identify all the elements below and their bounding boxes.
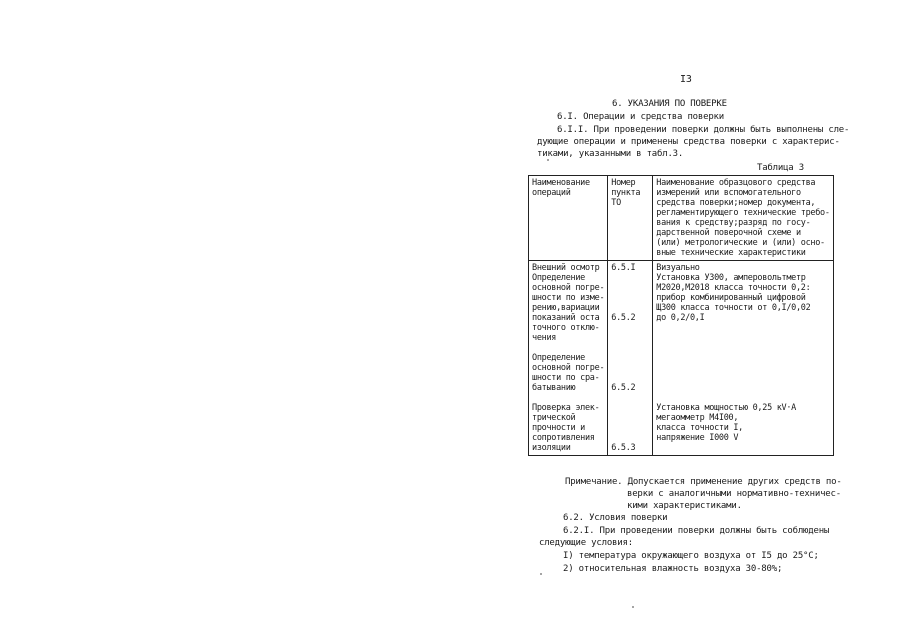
note-line: Примечание. Допускается применение других средств по-: [565, 477, 842, 487]
cell-line: 6.5.I: [611, 263, 636, 273]
cell-line: мегаомметр М4I00,: [656, 413, 739, 423]
table-row: [529, 261, 834, 456]
cell-line: показаний оста: [532, 313, 600, 323]
cell-line: [656, 383, 829, 393]
header-text: операций: [532, 188, 571, 198]
cell-line: [611, 323, 649, 333]
cell-line: [611, 373, 649, 383]
scan-speck: [632, 606, 634, 608]
paragraph-line: следующие условия:: [539, 538, 633, 548]
instruments-cell: [653, 261, 833, 456]
cell-line: Визуально: [656, 263, 700, 273]
header-text: Номер: [611, 178, 636, 188]
cell-line: 6.5.3: [611, 443, 636, 453]
header-text: вные технические характеристики: [656, 248, 806, 258]
cell-line: напряжение I000 V: [656, 433, 739, 443]
paragraph-line: дующие операции и применены средства поверки с характерис-: [537, 137, 840, 147]
operations-table: [528, 175, 834, 456]
cell-line: [611, 343, 649, 353]
cell-line: [656, 393, 829, 403]
scan-speck: [547, 159, 549, 161]
cell-line: [611, 423, 649, 433]
cell-line: [656, 373, 829, 383]
cell-line: Установка мощностью 0,25 кV·А: [656, 403, 796, 413]
cell-line: Щ300 класса точности от 0,I/0,02: [656, 303, 811, 313]
cell-line: [656, 333, 829, 343]
cell-line: основной погре-: [532, 283, 605, 293]
operations-cell: [529, 261, 608, 456]
header-operations: [529, 176, 608, 261]
header-text: средства поверки;номер документа,: [656, 198, 816, 208]
clause-cell: [608, 261, 653, 456]
cell-line: изоляции: [532, 443, 571, 453]
cell-line: рению,вариации: [532, 303, 600, 313]
list-item: I) температура окружающего воздуха от I5 до 25°С;: [563, 551, 819, 561]
cell-line: сопротивления: [532, 433, 595, 443]
note-line: верки с аналогичными нормативно-техничес-: [627, 489, 841, 499]
cell-line: до 0,2/0,I: [656, 313, 705, 323]
table-caption: Таблица 3: [757, 163, 804, 173]
cell-line: [532, 393, 604, 403]
cell-line: класса точности I,: [656, 423, 743, 433]
paragraph-line: 6.2.I. При проведении поверки должны быть соблюдены: [563, 526, 830, 536]
header-clause: [608, 176, 653, 261]
cell-line: трической: [532, 413, 576, 423]
cell-line: батыванию: [532, 383, 576, 393]
cell-line: Установка У300, амперовольтметр: [656, 273, 806, 283]
scan-speck: [540, 573, 542, 575]
header-text: дарственной поверочной схеме и: [656, 228, 801, 238]
cell-line: [611, 393, 649, 403]
cell-line: шности по сра-: [532, 373, 600, 383]
cell-line: [611, 403, 649, 413]
cell-line: [532, 343, 604, 353]
cell-line: чения: [532, 333, 557, 343]
cell-line: [611, 433, 649, 443]
list-item: 2) относительная влажность воздуха 30-80%;: [563, 564, 783, 574]
cell-line: Определение: [532, 273, 585, 283]
cell-line: [656, 343, 829, 353]
cell-line: [656, 323, 829, 333]
header-text: Наименование: [532, 178, 590, 188]
cell-line: Проверка элек-: [532, 403, 600, 413]
cell-line: [656, 363, 829, 373]
cell-line: [611, 283, 649, 293]
cell-line: М2020,М2018 класса точности 0,2:: [656, 283, 811, 293]
cell-line: 6.5.2: [611, 383, 636, 393]
header-text: Наименование образцового средства: [656, 178, 816, 188]
header-text: вания к средству;разряд по госу-: [656, 218, 811, 228]
subsection-title: 6.I. Операции и средства поверки: [557, 112, 724, 122]
cell-line: шности по изме-: [532, 293, 605, 303]
paragraph-line: тиками, указанными в табл.3.: [537, 149, 684, 159]
cell-line: [611, 303, 649, 313]
header-text: ТО: [611, 198, 621, 208]
cell-line: [611, 353, 649, 363]
header-text: измерений или вспомогательного: [656, 188, 801, 198]
section-title: 6. УКАЗАНИЯ ПО ПОВЕРКЕ: [612, 99, 727, 109]
cell-line: [611, 333, 649, 343]
subsection-title: 6.2. Условия поверки: [563, 513, 668, 523]
header-text: (или) метрологические и (или) осно-: [656, 238, 825, 248]
cell-line: Внешний осмотр: [532, 263, 600, 273]
cell-line: [656, 443, 829, 453]
cell-line: [611, 293, 649, 303]
cell-line: [611, 273, 649, 283]
header-text: пункта: [611, 188, 641, 198]
cell-line: точного отклю-: [532, 323, 600, 333]
cell-line: [611, 363, 649, 373]
note-line: кими характеристиками.: [627, 501, 742, 511]
header-text: регламентирующего технические требо-: [656, 208, 830, 218]
cell-line: прибор комбинированный цифровой: [656, 293, 806, 303]
cell-line: 6.5.2: [611, 313, 636, 323]
cell-line: [611, 413, 649, 423]
cell-line: Определение: [532, 353, 585, 363]
header-instruments: [653, 176, 833, 261]
cell-line: основной погре-: [532, 363, 605, 373]
page-number: I3: [680, 74, 692, 85]
table-header-row: [529, 176, 834, 261]
paragraph-line: 6.I.I. При проведении поверки должны быть выполнены сле-: [557, 125, 850, 135]
cell-line: прочности и: [532, 423, 585, 433]
cell-line: [656, 353, 829, 363]
